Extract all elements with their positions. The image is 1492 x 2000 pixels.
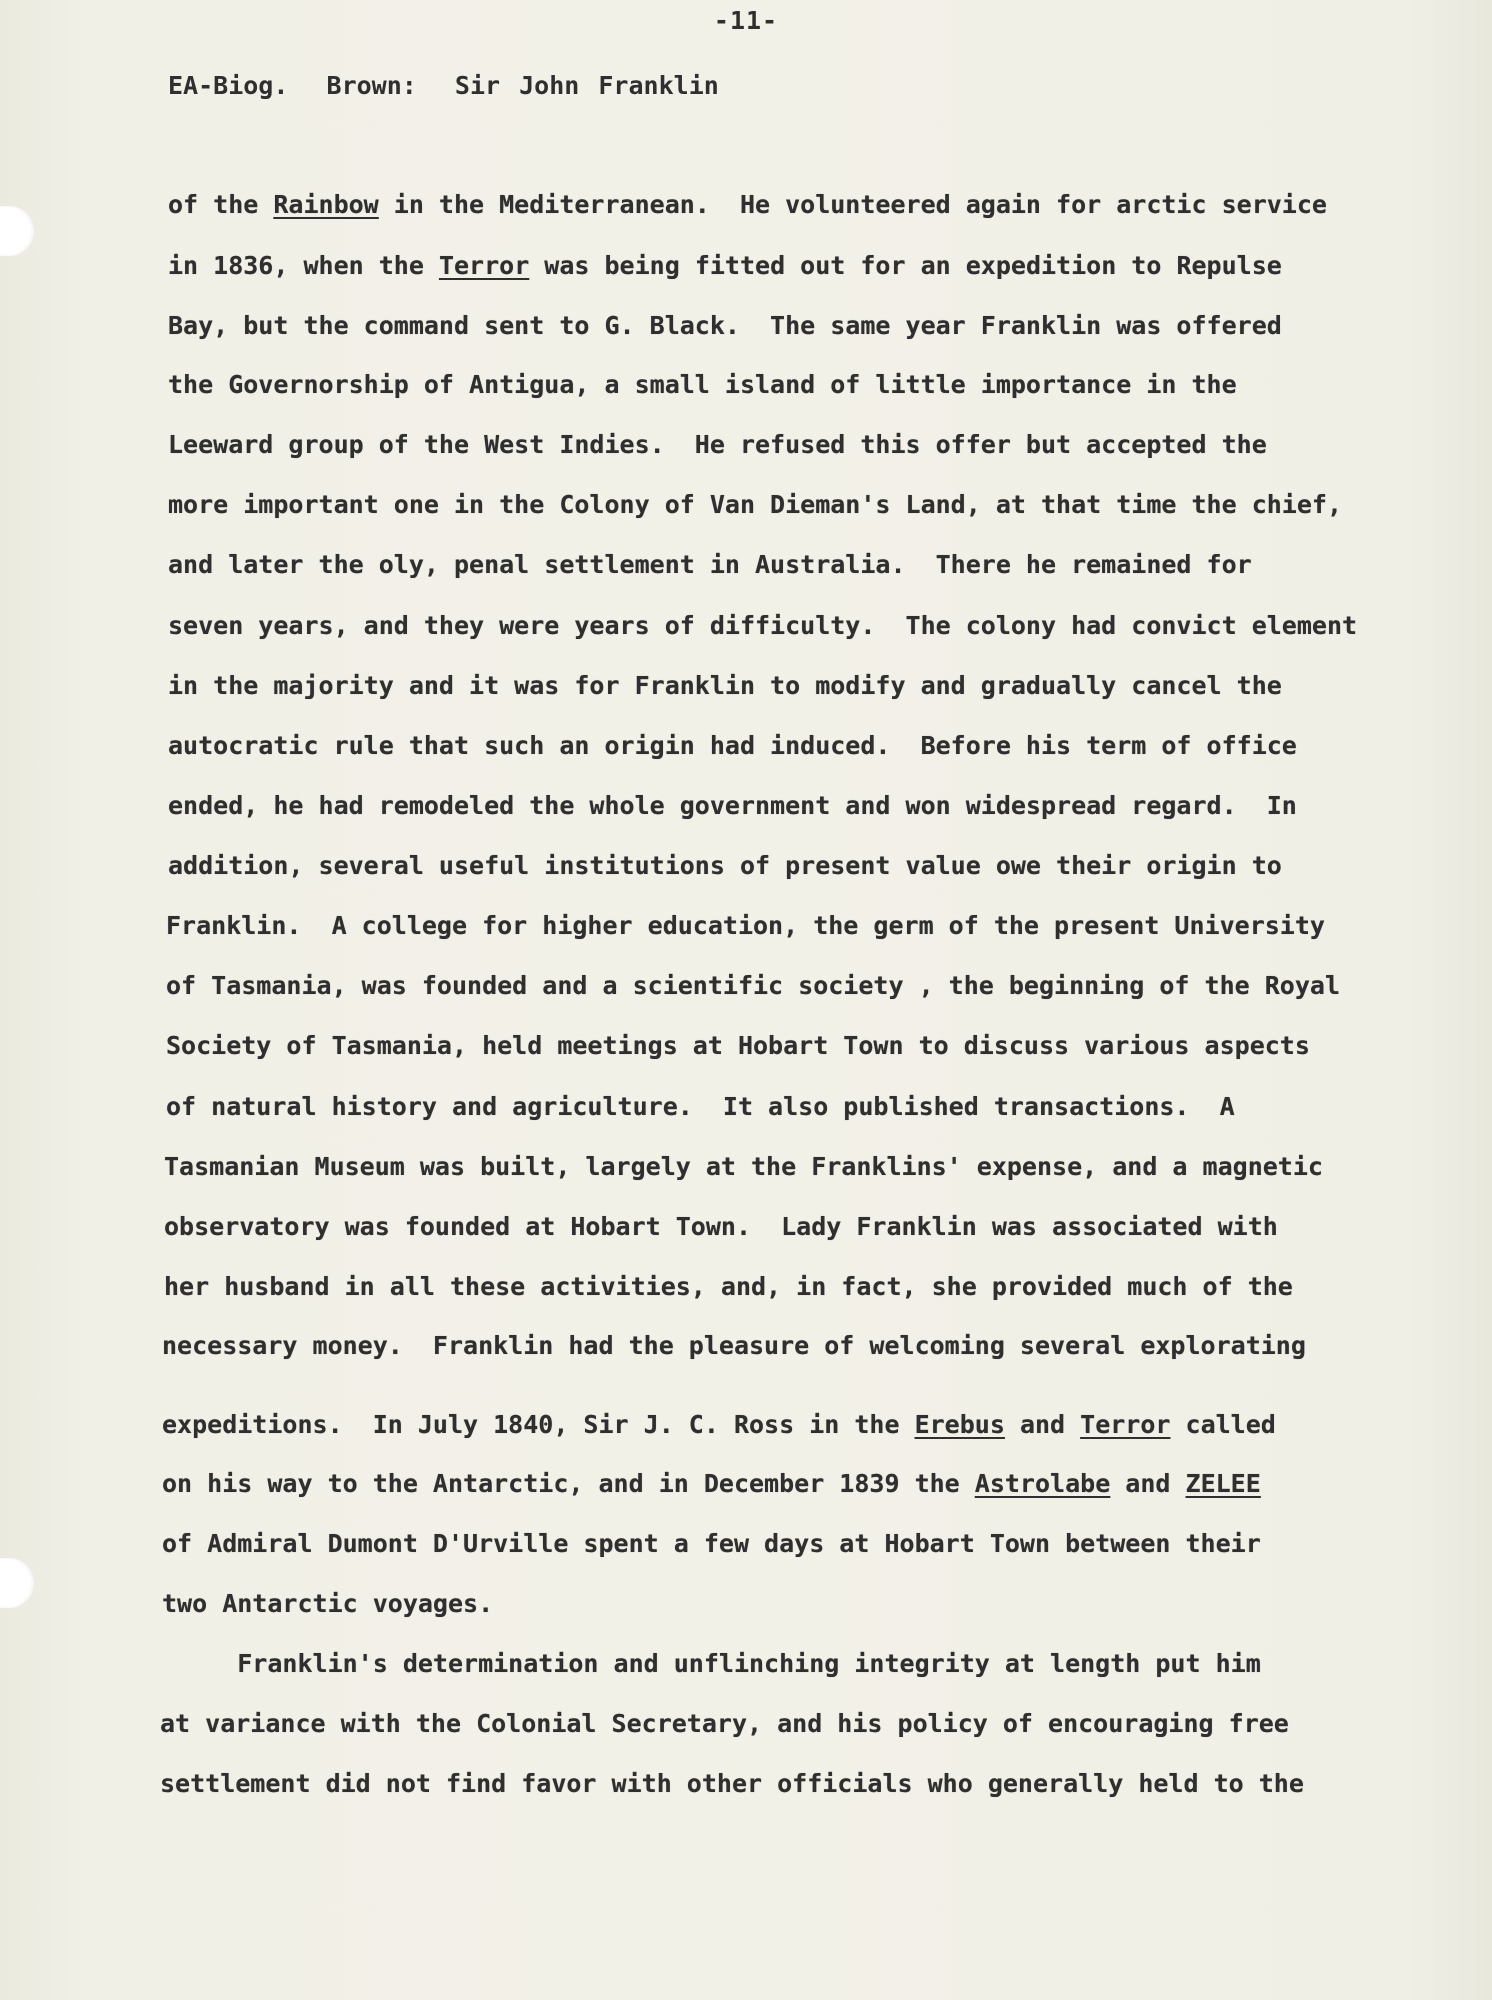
body-line: on his way to the Antarctic, and in December 1839 the Astrolabe and ZELEE xyxy=(162,1469,1261,1498)
body-line: autocratic rule that such an origin had induced. Before his term of office xyxy=(168,731,1297,760)
punch-hole xyxy=(0,1558,34,1608)
body-line: Franklin. A college for higher education, the germ of the present University xyxy=(166,911,1325,940)
body-line: and later the oly, penal settlement in Australia. There he remained for xyxy=(168,550,1252,579)
body-line: in 1836, when the Terror was being fitted out for an expedition to Repulse xyxy=(168,251,1282,280)
body-line: addition, several useful institutions of present value owe their origin to xyxy=(168,851,1282,880)
body-line: at variance with the Colonial Secretary, and his policy of encouraging free xyxy=(160,1709,1289,1738)
page-number: -11- xyxy=(713,6,779,35)
body-line: seven years, and they were years of difficulty. The colony had convict element xyxy=(168,611,1358,640)
body-line: of natural history and agriculture. It also published transactions. A xyxy=(166,1092,1235,1121)
body-line: of Tasmania, was founded and a scientific society , the beginning of the Royal xyxy=(166,971,1340,1000)
running-head: EA-Biog. Brown: Sir John Franklin xyxy=(168,71,719,100)
ship-name: Terror xyxy=(438,251,530,280)
ship-name: ZELEE xyxy=(1185,1469,1261,1498)
body-line: Franklin's determination and unflinching integrity at length put him xyxy=(162,1649,1261,1678)
body-line: her husband in all these activities, and, in fact, she provided much of the xyxy=(164,1272,1293,1301)
body-line: in the majority and it was for Franklin to modify and gradually cancel the xyxy=(168,671,1282,700)
body-line: of the Rainbow in the Mediterranean. He volunteered again for arctic service xyxy=(168,190,1327,219)
ship-name: Rainbow xyxy=(273,190,379,219)
body-line: Tasmanian Museum was built, largely at the Franklins' expense, and a magnetic xyxy=(164,1152,1323,1181)
ship-name: Terror xyxy=(1080,1410,1171,1439)
ship-name: Erebus xyxy=(914,1410,1005,1439)
body-line: Society of Tasmania, held meetings at Hobart Town to discuss various aspects xyxy=(166,1031,1310,1060)
body-line: of Admiral Dumont D'Urville spent a few days at Hobart Town between their xyxy=(162,1529,1261,1558)
body-line: the Governorship of Antigua, a small island of little importance in the xyxy=(168,370,1237,399)
body-line: Leeward group of the West Indies. He refused this offer but accepted the xyxy=(168,430,1267,459)
body-line: more important one in the Colony of Van Dieman's Land, at that time the chief, xyxy=(168,490,1342,519)
punch-hole xyxy=(0,206,34,256)
body-line: expeditions. In July 1840, Sir J. C. Ross in the Erebus and Terror called xyxy=(162,1410,1276,1439)
body-line: ended, he had remodeled the whole government and won widespread regard. In xyxy=(168,791,1297,820)
body-line: necessary money. Franklin had the pleasure of welcoming several explorating xyxy=(162,1331,1306,1360)
body-line: observatory was founded at Hobart Town. Lady Franklin was associated with xyxy=(164,1212,1278,1241)
body-line: Bay, but the command sent to G. Black. The same year Franklin was offered xyxy=(168,311,1282,340)
body-line: two Antarctic voyages. xyxy=(162,1589,494,1618)
body-line: settlement did not find favor with other officials who generally held to the xyxy=(160,1769,1304,1798)
ship-name: Astrolabe xyxy=(974,1469,1111,1498)
